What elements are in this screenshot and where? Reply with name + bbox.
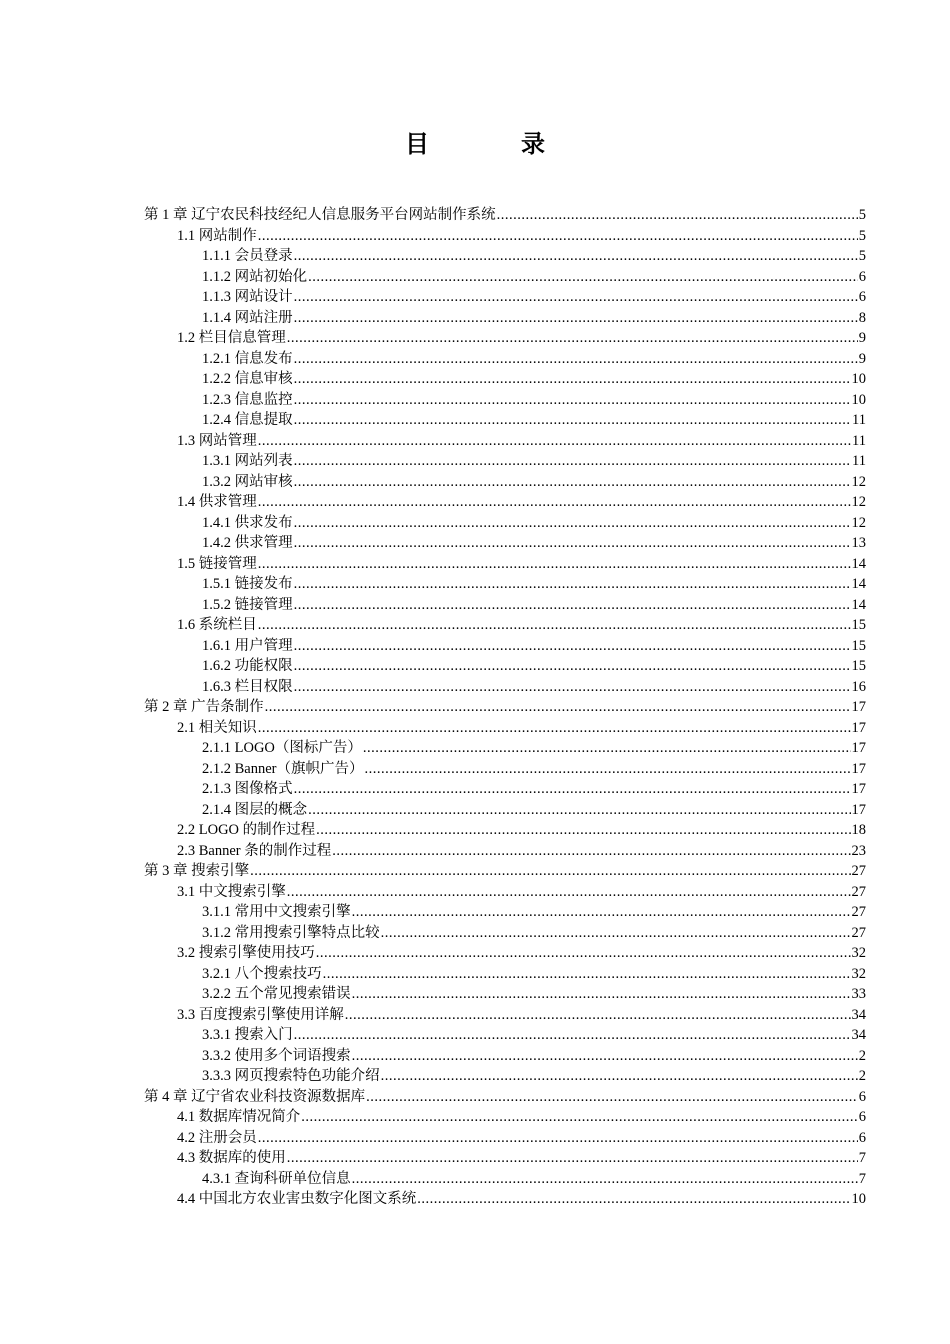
toc-entry-label: 第 1 章 辽宁农民科技经纪人信息服务平台网站制作系统 [144, 207, 496, 223]
toc-page-number: 7 [858, 1170, 866, 1187]
toc-page-number: 14 [851, 596, 866, 613]
toc-page-number: 27 [851, 924, 866, 941]
toc-leader-dots [352, 902, 851, 923]
toc-page-number: 34 [851, 1006, 866, 1023]
toc-page-number: 17 [851, 719, 866, 736]
toc-entry-label: 3.2.2 五个常见搜索错误 [202, 986, 351, 1002]
toc-entry[interactable] [144, 615, 866, 636]
toc-entry-label: 1.5.2 链接管理 [202, 596, 293, 613]
toc-page-number: 27 [851, 863, 866, 879]
toc-entry-label: 1.3 网站管理 [177, 432, 257, 449]
toc-leader-dots [294, 779, 851, 800]
toc-page-number: 10 [851, 1191, 866, 1207]
toc-leader-dots [287, 882, 851, 903]
toc-leader-dots [294, 656, 851, 677]
toc-entry[interactable] [144, 984, 866, 1005]
toc-entry[interactable] [144, 841, 866, 862]
toc-page-number: 17 [851, 781, 866, 797]
toc-page-number: 12 [851, 494, 866, 510]
toc-entry-label: 3.2.1 八个搜索技巧 [202, 965, 322, 982]
toc-leader-dots [258, 226, 858, 247]
toc-page-number: 11 [852, 453, 866, 469]
toc-entry-label: 1.6.1 用户管理 [202, 637, 293, 654]
toc-entry[interactable] [144, 1107, 866, 1128]
toc-page-number: 5 [858, 207, 866, 223]
toc-leader-dots [294, 308, 858, 329]
toc-leader-dots [417, 1189, 850, 1210]
toc-entry-label: 2.3 Banner 条的制作过程 [177, 842, 332, 859]
toc-entry[interactable] [144, 390, 866, 411]
toc-entry[interactable] [144, 1046, 866, 1067]
toc-page-number: 27 [851, 883, 866, 900]
toc-page-number: 6 [858, 289, 866, 305]
toc-entry[interactable] [144, 861, 866, 882]
toc-leader-dots [332, 841, 850, 862]
toc-page-number: 15 [851, 658, 866, 674]
toc-entry-label: 4.4 中国北方农业害虫数字化图文系统 [177, 1191, 417, 1207]
toc-page-number: 32 [851, 945, 866, 961]
toc-leader-dots [308, 267, 858, 288]
toc-entry[interactable] [144, 287, 866, 308]
toc-entry-label: 3.1 中文搜索引擎 [177, 883, 286, 900]
toc-entry[interactable] [144, 923, 866, 944]
toc-entry[interactable] [144, 1005, 866, 1026]
toc-entry[interactable] [144, 1189, 866, 1210]
toc-page-number: 34 [851, 1027, 866, 1043]
toc-entry[interactable] [144, 205, 866, 226]
toc-entry[interactable] [144, 369, 866, 390]
toc-entry-label: 3.3.3 网页搜索特色功能介绍 [202, 1068, 380, 1084]
toc-page-number: 17 [851, 740, 866, 756]
toc-leader-dots [365, 759, 851, 780]
toc-leader-dots [316, 820, 850, 841]
toc-entry-label: 1.4 供求管理 [177, 494, 257, 510]
toc-entry[interactable] [144, 492, 866, 513]
toc-entry[interactable] [144, 472, 866, 493]
toc-page-number: 6 [858, 1129, 866, 1146]
toc-page-number: 9 [858, 330, 866, 346]
toc-leader-dots [294, 390, 851, 411]
toc-entry-label: 3.3 百度搜索引擎使用详解 [177, 1006, 344, 1023]
toc-page-number: 5 [858, 248, 866, 264]
toc-leader-dots [366, 1087, 858, 1108]
toc-entry-label: 4.3.1 查询科研单位信息 [202, 1170, 351, 1187]
toc-leader-dots [294, 513, 851, 534]
toc-leader-dots [258, 492, 851, 513]
toc-leader-dots [497, 205, 858, 226]
toc-leader-dots [258, 615, 851, 636]
toc-entry[interactable] [144, 759, 866, 780]
toc-entry[interactable] [144, 410, 866, 431]
toc-page-number: 17 [851, 801, 866, 818]
toc-entry[interactable] [144, 964, 866, 985]
toc-page-number: 5 [858, 227, 866, 244]
page-title: 目 录 [405, 132, 579, 158]
toc-page-number: 32 [851, 965, 866, 982]
toc-entry-label: 4.1 数据库情况简介 [177, 1109, 301, 1125]
toc-page-number: 17 [851, 699, 866, 715]
toc-entry[interactable] [144, 697, 866, 718]
toc-leader-dots [352, 984, 851, 1005]
toc-page-number: 11 [852, 412, 866, 428]
toc-entry-label: 3.2 搜索引擎使用技巧 [177, 945, 315, 961]
toc-leader-dots [381, 923, 851, 944]
toc-page-number: 6 [858, 1109, 866, 1125]
toc-entry[interactable] [144, 513, 866, 534]
toc-entry-label: 1.1.1 会员登录 [202, 248, 293, 264]
toc-leader-dots [258, 554, 851, 575]
toc-leader-dots [294, 677, 851, 698]
toc-entry-label: 1.1.4 网站注册 [202, 309, 293, 326]
toc-entry[interactable] [144, 349, 866, 370]
toc-page-number: 15 [851, 617, 866, 633]
toc-entry-label: 1.5 链接管理 [177, 555, 257, 572]
toc-entry-label: 4.3 数据库的使用 [177, 1150, 286, 1166]
toc-entry[interactable] [144, 246, 866, 267]
toc-entry-label: 1.1.3 网站设计 [202, 289, 293, 305]
toc-leader-dots [294, 369, 851, 390]
toc-page-number: 2 [858, 1068, 866, 1084]
toc-entry-label: 1.2.1 信息发布 [202, 350, 293, 367]
toc-page-number: 33 [851, 986, 866, 1002]
toc-leader-dots [323, 964, 851, 985]
toc-page-number: 18 [851, 822, 866, 838]
toc-entry[interactable] [144, 595, 866, 616]
toc-entry-label: 1.3.2 网站审核 [202, 473, 293, 490]
toc-page-number: 13 [851, 535, 866, 551]
toc-entry-label: 3.3.2 使用多个词语搜索 [202, 1047, 351, 1064]
toc-entry-label: 1.6.2 功能权限 [202, 658, 293, 674]
toc-page-number: 10 [851, 371, 866, 387]
toc-leader-dots [258, 431, 851, 452]
toc-leader-dots [316, 943, 851, 964]
toc-leader-dots [363, 738, 851, 759]
toc-page-number: 14 [851, 576, 866, 592]
toc-entry-label: 1.6.3 栏目权限 [202, 678, 293, 695]
toc-entry-label: 2.1.2 Banner（旗帜广告） [202, 760, 364, 777]
toc-page-number: 9 [858, 350, 866, 367]
toc-entry[interactable] [144, 1025, 866, 1046]
toc-page-number: 6 [858, 268, 866, 285]
toc-page-number: 23 [851, 842, 866, 859]
toc-page-number: 7 [858, 1150, 866, 1166]
toc-leader-dots [294, 349, 858, 370]
toc-page-number: 8 [858, 309, 866, 326]
toc-entry[interactable] [144, 1087, 866, 1108]
toc-entry-label: 3.3.1 搜索入门 [202, 1027, 293, 1043]
toc-page-number: 2 [858, 1047, 866, 1064]
toc-entry[interactable] [144, 451, 866, 472]
toc-entry[interactable] [144, 902, 866, 923]
toc-entry[interactable] [144, 533, 866, 554]
toc-entry-label: 2.2 LOGO 的制作过程 [177, 822, 316, 838]
toc-entry[interactable] [144, 1066, 866, 1087]
toc-page-number: 10 [851, 391, 866, 408]
table-of-contents [144, 205, 866, 1210]
toc-page-number: 12 [851, 473, 866, 490]
toc-entry[interactable] [144, 1169, 866, 1190]
toc-entry-label: 1.1 网站制作 [177, 227, 257, 244]
toc-entry-label: 2.1.4 图层的概念 [202, 801, 308, 818]
toc-entry[interactable] [144, 656, 866, 677]
toc-entry[interactable] [144, 574, 866, 595]
toc-leader-dots [287, 1148, 858, 1169]
toc-entry-label: 1.1.2 网站初始化 [202, 268, 308, 285]
toc-entry-label: 第 4 章 辽宁省农业科技资源数据库 [144, 1088, 366, 1105]
toc-entry-label: 1.2.4 信息提取 [202, 412, 293, 428]
toc-leader-dots [294, 595, 851, 616]
toc-entry[interactable] [144, 943, 866, 964]
toc-entry-label: 1.6 系统栏目 [177, 617, 257, 633]
toc-entry[interactable] [144, 554, 866, 575]
toc-entry[interactable] [144, 226, 866, 247]
toc-entry[interactable] [144, 636, 866, 657]
toc-entry-label: 4.2 注册会员 [177, 1129, 257, 1146]
toc-leader-dots [294, 1025, 851, 1046]
toc-entry-label: 2.1.3 图像格式 [202, 781, 293, 797]
toc-leader-dots [294, 533, 851, 554]
toc-leader-dots [287, 328, 858, 349]
toc-leader-dots [308, 800, 850, 821]
toc-entry-label: 3.1.1 常用中文搜索引擎 [202, 904, 351, 920]
toc-entry[interactable] [144, 308, 866, 329]
toc-entry-label: 1.4.2 供求管理 [202, 535, 293, 551]
toc-entry[interactable] [144, 1128, 866, 1149]
toc-leader-dots [294, 472, 851, 493]
toc-entry-label: 2.1.1 LOGO（图标广告） [202, 740, 362, 756]
toc-entry-label: 2.1 相关知识 [177, 719, 257, 736]
toc-leader-dots [265, 697, 851, 718]
toc-entry[interactable] [144, 779, 866, 800]
toc-leader-dots [250, 861, 850, 882]
toc-entry-label: 第 2 章 广告条制作 [144, 699, 264, 715]
toc-entry[interactable] [144, 820, 866, 841]
toc-entry[interactable] [144, 328, 866, 349]
toc-leader-dots [258, 718, 851, 739]
toc-leader-dots [294, 574, 851, 595]
toc-leader-dots [294, 410, 851, 431]
toc-entry-label: 1.2.3 信息监控 [202, 391, 293, 408]
toc-leader-dots [381, 1066, 858, 1087]
toc-leader-dots [301, 1107, 858, 1128]
toc-entry-label: 1.3.1 网站列表 [202, 453, 293, 469]
toc-entry[interactable] [144, 431, 866, 452]
toc-entry-label: 3.1.2 常用搜索引擎特点比较 [202, 924, 380, 941]
toc-entry-label: 第 3 章 搜索引擎 [144, 863, 250, 879]
toc-page-number: 11 [852, 432, 866, 449]
toc-leader-dots [352, 1169, 858, 1190]
toc-entry-label: 1.4.1 供求发布 [202, 514, 293, 531]
toc-leader-dots [352, 1046, 858, 1067]
toc-leader-dots [258, 1128, 858, 1149]
toc-entry[interactable] [144, 677, 866, 698]
toc-entry[interactable] [144, 800, 866, 821]
toc-page-number: 17 [851, 760, 866, 777]
toc-entry-label: 1.2 栏目信息管理 [177, 330, 286, 346]
toc-page-number: 16 [851, 678, 866, 695]
toc-leader-dots [294, 287, 858, 308]
toc-entry[interactable] [144, 1148, 866, 1169]
toc-entry[interactable] [144, 882, 866, 903]
toc-entry-label: 1.2.2 信息审核 [202, 371, 293, 387]
toc-entry-label: 1.5.1 链接发布 [202, 576, 293, 592]
toc-page-number: 12 [851, 514, 866, 531]
toc-entry[interactable] [144, 738, 866, 759]
toc-entry[interactable] [144, 267, 866, 288]
toc-page-number: 14 [851, 555, 866, 572]
toc-leader-dots [345, 1005, 851, 1026]
toc-leader-dots [294, 636, 851, 657]
toc-leader-dots [294, 246, 858, 267]
toc-leader-dots [294, 451, 851, 472]
toc-page-number: 15 [851, 637, 866, 654]
toc-page-number: 6 [858, 1088, 866, 1105]
toc-page-number: 27 [851, 904, 866, 920]
toc-entry[interactable] [144, 718, 866, 739]
